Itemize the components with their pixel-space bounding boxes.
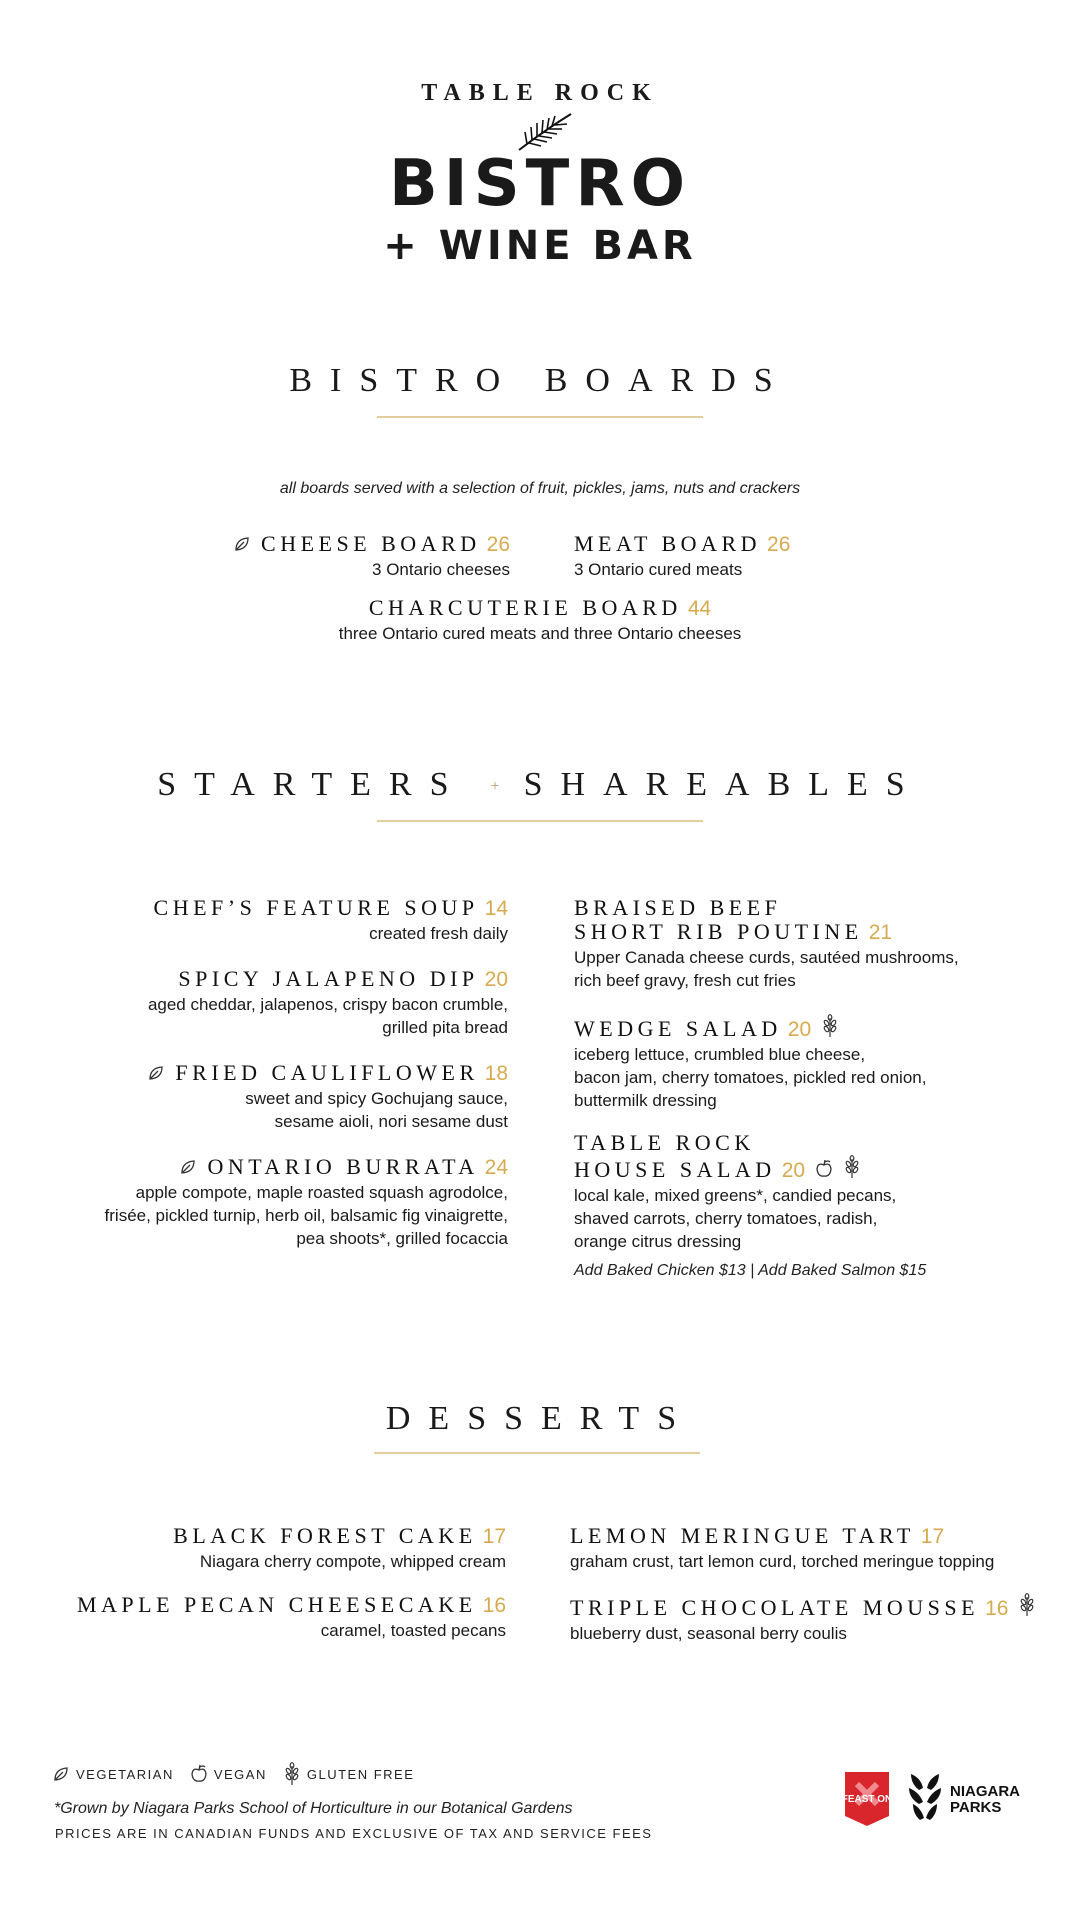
section-title-starters: STARTERS [157, 766, 467, 803]
menu-item-chefs-feature-soup [40, 896, 508, 945]
leaf-icon [147, 1064, 165, 1082]
menu-item-ontario-burrata [40, 1155, 508, 1250]
item-description-line: sesame aioli, nori sesame dust [274, 1112, 508, 1132]
menu-item-lemon-meringue-tart [570, 1524, 1070, 1573]
item-price: 26 [486, 533, 510, 556]
item-description-line: rich beef gravy, fresh cut fries [574, 971, 796, 991]
item-name: MEAT BOARD [574, 531, 762, 556]
menu-item-black-forest-cake [40, 1524, 506, 1573]
menu-item-charcuterie-board [0, 596, 1080, 645]
menu-item-maple-pecan-cheesecake [40, 1593, 506, 1642]
item-description: three Ontario cured meats and three Ontario cheeses [338, 624, 742, 644]
item-name: BRAISED BEEF [574, 895, 782, 920]
niagara-parks-line-1: NIAGARA [950, 1783, 1020, 1800]
item-description-line: grilled pita bread [382, 1018, 508, 1038]
menu-item-wedge-salad [574, 1014, 1054, 1112]
feast-on-logo [843, 1770, 891, 1828]
item-description: graham crust, tart lemon curd, torched meringue topping [570, 1552, 995, 1572]
item-description-line: apple compote, maple roasted squash agrodolce, [135, 1183, 508, 1203]
section-divider [377, 820, 703, 822]
item-price: 44 [687, 597, 712, 620]
item-name: TRIPLE CHOCOLATE MOUSSE [570, 1595, 980, 1620]
item-price: 24 [484, 1156, 508, 1179]
menu-item-cheese-board [150, 532, 510, 581]
wheat-icon [283, 1762, 301, 1786]
item-name: CHEF’S FEATURE SOUP [153, 895, 479, 920]
item-description-line: bacon jam, cherry tomatoes, pickled red onion, [574, 1068, 927, 1088]
section-title-bistro-boards: BISTRO BOARDS [289, 362, 791, 399]
section-title-shareables: SHAREABLES [523, 766, 923, 803]
item-price: 14 [484, 897, 508, 920]
item-name: MAPLE PECAN CHEESECAKE [76, 1592, 477, 1617]
item-name: SHORT RIB POUTINE [574, 919, 863, 945]
wheat-icon [821, 1014, 839, 1038]
section-title-starters-shareables [0, 768, 1080, 802]
item-description: Niagara cherry compote, whipped cream [199, 1552, 506, 1572]
plus-separator: + [490, 778, 500, 796]
item-name: HOUSE SALAD [574, 1157, 776, 1183]
item-description: 3 Ontario cured meats [574, 560, 743, 580]
section-divider [377, 416, 703, 418]
item-price: 20 [781, 1159, 806, 1183]
item-price: 20 [484, 968, 508, 991]
footer-prices-note: PRICES ARE IN CANADIAN FUNDS AND EXCLUSIVE OF TAX AND SERVICE FEES [55, 1826, 653, 1841]
item-name: CHEESE BOARD [261, 531, 481, 556]
niagara-parks-line-2: PARKS [950, 1799, 1002, 1816]
item-price: 16 [482, 1594, 506, 1617]
item-description: created fresh daily [369, 924, 508, 944]
item-price: 17 [482, 1525, 506, 1548]
item-name: LEMON MERINGUE TART [570, 1523, 915, 1548]
item-description-line: local kale, mixed greens*, candied pecans, [574, 1186, 897, 1206]
leaf-icon [179, 1158, 197, 1176]
item-name: BLACK FOREST CAKE [173, 1523, 477, 1548]
leaf-icon [233, 535, 251, 553]
legend-gluten-free-label: GLUTEN FREE [306, 1766, 415, 1782]
niagara-parks-logo-text [950, 1784, 1020, 1816]
footer-grown-note: *Grown by Niagara Parks School of Horticulture in our Botanical Gardens [54, 1800, 573, 1817]
niagara-parks-leaf-icon [907, 1772, 943, 1822]
item-price: 26 [767, 533, 791, 556]
item-name: FRIED CAULIFLOWER [175, 1060, 479, 1085]
item-description-line: sweet and spicy Gochujang sauce, [245, 1089, 508, 1109]
item-name: SPICY JALAPENO DIP [178, 966, 479, 991]
wheat-icon [843, 1155, 861, 1179]
menu-item-fried-cauliflower [40, 1061, 508, 1133]
item-description: 3 Ontario cheeses [372, 560, 510, 580]
item-price: 21 [868, 921, 893, 945]
item-description-line: frisée, pickled turnip, herb oil, balsamic fig vinaigrette, [104, 1206, 508, 1226]
svg-text:FEAST ON: FEAST ON [843, 1794, 891, 1805]
item-description-line: orange citrus dressing [574, 1232, 742, 1252]
item-description-line: pea shoots*, grilled focaccia [296, 1229, 508, 1249]
item-description: caramel, toasted pecans [320, 1621, 506, 1641]
leaf-icon [52, 1765, 70, 1783]
menu-item-meat-board [574, 532, 934, 581]
apple-icon [815, 1159, 833, 1179]
menu-item-braised-beef-poutine [574, 896, 1054, 992]
item-name: WEDGE SALAD [574, 1016, 782, 1041]
wheat-icon [1018, 1593, 1036, 1617]
feast-on-badge-icon [843, 1770, 891, 1828]
salad-addon-note: Add Baked Chicken $13 | Add Baked Salmon $15 [574, 1262, 927, 1279]
item-description-line: shaved carrots, cherry tomatoes, radish, [574, 1209, 878, 1229]
section-title-desserts: DESSERTS [385, 1400, 695, 1437]
menu-item-triple-chocolate-mousse [570, 1593, 1075, 1645]
item-price: 16 [985, 1597, 1009, 1620]
item-description-line: iceberg lettuce, crumbled blue cheese, [574, 1045, 866, 1065]
item-name: ONTARIO BURRATA [207, 1154, 479, 1179]
menu-item-house-salad [574, 1131, 1054, 1253]
logo-wine-bar: + WINE BAR [383, 223, 697, 269]
item-description: blueberry dust, seasonal berry coulis [570, 1624, 847, 1644]
legend-vegetarian-label: VEGETARIAN [76, 1766, 174, 1782]
item-description-line: aged cheddar, jalapenos, crispy bacon crumble, [147, 995, 508, 1015]
item-name: TABLE ROCK [574, 1130, 755, 1155]
logo-table-rock: TABLE ROCK [421, 80, 659, 106]
apple-icon [190, 1764, 208, 1784]
legend-vegan-label: VEGAN [213, 1766, 267, 1782]
item-price: 20 [787, 1018, 812, 1041]
item-description-line: buttermilk dressing [574, 1091, 717, 1111]
item-price: 18 [484, 1062, 508, 1085]
logo-bistro: BISTRO [388, 147, 692, 221]
item-description-line: Upper Canada cheese curds, sautéed mushrooms, [574, 948, 959, 968]
section-divider [374, 1452, 700, 1454]
menu-item-spicy-jalapeno-dip [40, 967, 508, 1039]
item-price: 17 [920, 1525, 945, 1548]
item-name: CHARCUTERIE BOARD [368, 595, 682, 620]
dietary-legend [52, 1762, 414, 1786]
boards-note: all boards served with a selection of fruit, pickles, jams, nuts and crackers [279, 480, 801, 497]
